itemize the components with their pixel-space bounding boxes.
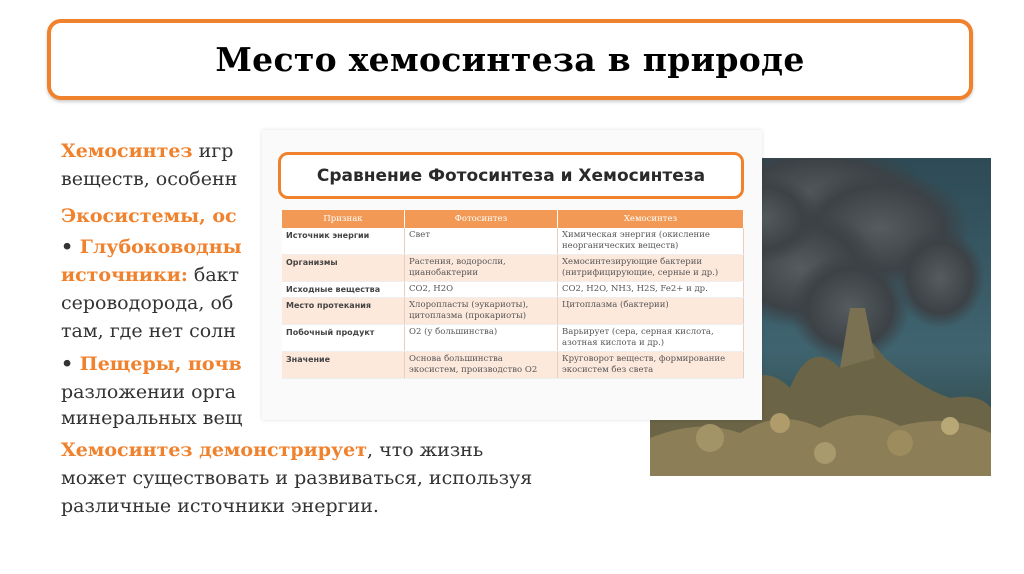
table-cell: Место протекания [282,298,405,325]
highlight-ecosystems: Экосистемы, ос [61,205,237,227]
column-header: Признак [282,210,405,228]
text-fragment: бакт [187,264,240,286]
bullet: • [61,353,80,375]
table-cell: Растения, водоросли, цианобактерии [405,255,558,282]
paragraph-5-line-1 [61,437,483,463]
table-heading-box [278,152,744,199]
paragraph-3-line-2 [61,262,239,288]
paragraph-3-line-4: там, где нет солн [61,320,236,342]
paragraph-5-line-2: может существовать и развиваться, используя [61,467,533,489]
table-cell: Круговорот веществ, формирование экосистем без света [558,352,744,379]
table-cell: Цитоплазма (бактерии) [558,298,744,325]
paragraph-4-line-1 [61,351,242,377]
text-fragment: игр [192,140,234,162]
paragraph-3-line-1 [61,234,242,260]
comparison-table-card [262,130,762,420]
paragraph-3-line-3: сероводорода, об [61,292,234,314]
table-cell: Побочный продукт [282,325,405,352]
paragraph-5-line-3: различные источники энергии. [61,495,379,517]
table-row [282,255,744,282]
table-cell: CO2, H2O, NH3, H2S, Fe2+ и др. [558,282,744,298]
table-row [282,298,744,325]
highlight-caves: Пещеры, почв [79,353,242,375]
title-box [47,19,973,100]
table-row [282,325,744,352]
paragraph-2-line-1 [61,203,237,229]
table-cell: CO2, H2O [405,282,558,298]
table-cell: Исходные вещества [282,282,405,298]
highlight-demonstrates: Хемосинтез демонстрирует [61,439,368,461]
table-cell: Основа большинства экосистем, производство O2 [405,352,558,379]
table-header-row [282,210,744,228]
table-cell: Организмы [282,255,405,282]
table-cell: Значение [282,352,405,379]
highlight-deep-sea: Глубоководны [79,236,242,258]
table-row [282,282,744,298]
paragraph-4-line-3: минеральных вещ [61,407,243,429]
bullet: • [61,236,80,258]
table-cell: Варьирует (сера, серная кислота, азотная кислота и др.) [558,325,744,352]
table-cell: Свет [405,228,558,255]
table-cell: Химическая энергия (окисление неорганических веществ) [558,228,744,255]
table-row [282,228,744,255]
slide-title: Место хемосинтеза в природе [215,40,805,79]
paragraph-4-line-2: разложении орга [61,381,236,403]
table-cell: Хемосинтезирующие бактерии (нитрифицирующие, серные и др.) [558,255,744,282]
comparison-table [282,210,744,379]
column-header: Фотосинтез [405,210,558,228]
text-fragment: , что жизнь [367,439,484,461]
table-heading: Сравнение Фотосинтеза и Хемосинтеза [316,165,706,186]
paragraph-1-line-1 [61,138,233,164]
table-row [282,352,744,379]
table-cell: Хлоропласты (эукариоты), цитоплазма (прокариоты) [405,298,558,325]
highlight-sources: источники: [61,264,188,286]
paragraph-1-line-2: веществ, особенн [61,168,238,190]
table-cell: Источник энергии [282,228,405,255]
table-cell: O2 (у большинства) [405,325,558,352]
highlight-chemosynthesis: Хемосинтез [61,140,193,162]
column-header: Хемосинтез [558,210,744,228]
